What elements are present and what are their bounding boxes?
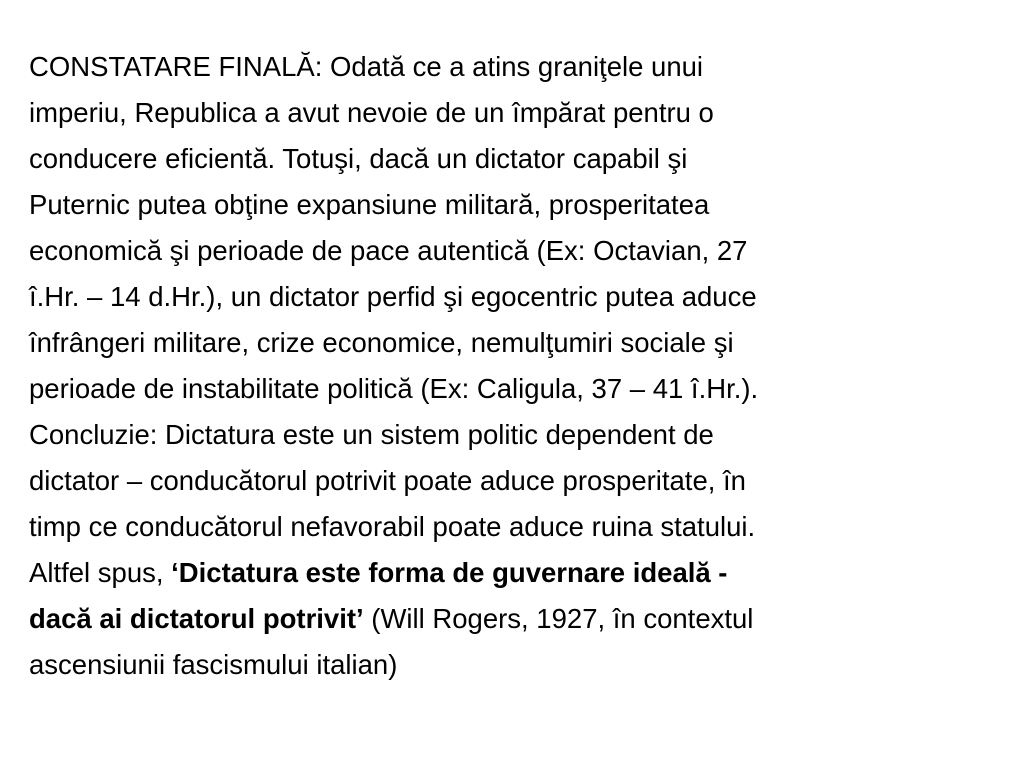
text-line-5: economică şi perioade de pace autentică (Ex: Octavian, 27 <box>29 235 748 266</box>
text-line-9: Concluzie: Dictatura este un sistem politic dependent de <box>29 419 714 450</box>
text-line-14: ascensiunii fascismului italian) <box>29 649 398 680</box>
text-line-7: înfrângeri militare, crize economice, nemulţumiri sociale şi <box>29 327 734 358</box>
slide-text-block <box>29 44 989 688</box>
text-line-1: CONSTATARE FINALĂ: Odată ce a atins graniţele unui <box>29 51 704 82</box>
text-line-3: conducere eficientă. Totuşi, dacă un dictator capabil şi <box>29 143 688 174</box>
text-line-4: Puternic putea obţine expansiune militară, prosperitatea <box>29 189 710 220</box>
text-line-11: timp ce conducătorul nefavorabil poate aduce ruina statului. <box>29 511 756 542</box>
text-line-12-intro: Altfel spus, <box>29 557 172 588</box>
text-line-12 <box>29 550 989 596</box>
text-line-10: dictator – conducătorul potrivit poate aduce prosperitate, în <box>29 465 746 496</box>
text-line-2: imperiu, Republica a avut nevoie de un împărat pentru o <box>29 97 714 128</box>
quote-part-1: ‘Dictatura este forma de guvernare ideală - <box>171 557 728 588</box>
text-line-6: î.Hr. – 14 d.Hr.), un dictator perfid şi egocentric putea aduce <box>29 281 757 312</box>
text-line-13 <box>29 596 989 642</box>
quote-attribution: (Will Rogers, 1927, în contextul <box>363 603 754 634</box>
quote-part-2: dacă ai dictatorul potrivit’ <box>29 603 364 634</box>
text-line-8: perioade de instabilitate politică (Ex: Caligula, 37 – 41 î.Hr.). <box>29 373 759 404</box>
